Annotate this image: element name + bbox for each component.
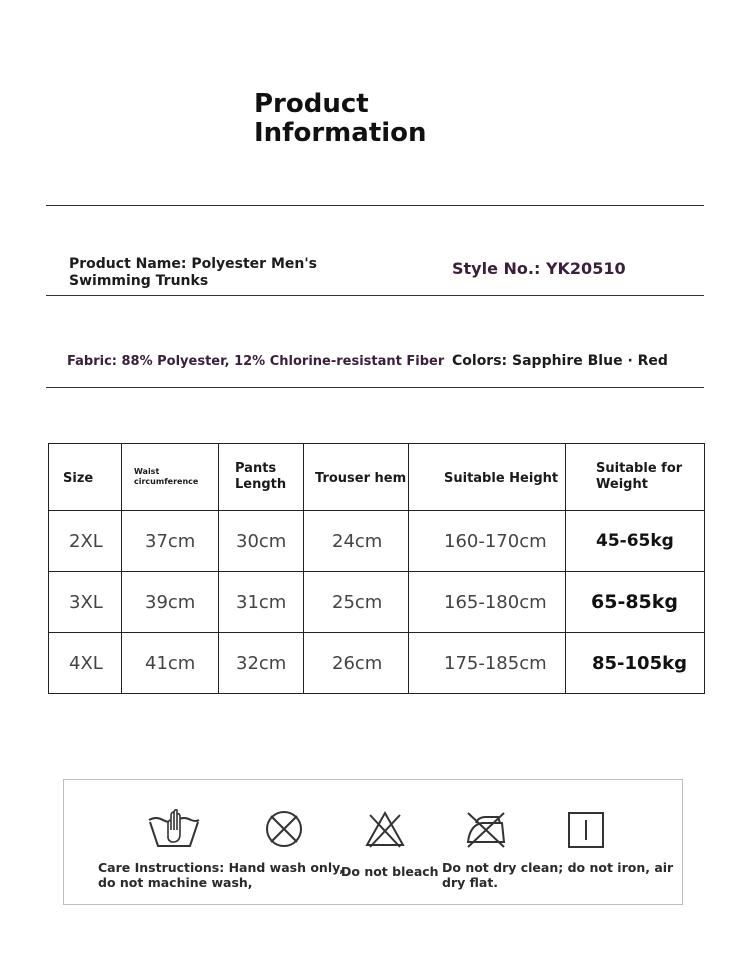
- header-pants-length: Pants Length: [219, 444, 304, 511]
- weight-cell: 45-65kg: [596, 531, 674, 551]
- waist-cell: 37cm: [145, 530, 196, 552]
- care-text-wash: Care Instructions: Hand wash only, do not machine wash,: [98, 860, 345, 890]
- product-name-line-2: Swimming Trunks: [69, 273, 209, 289]
- size-cell: 3XL: [69, 591, 103, 613]
- header-trouser-hem: Trouser hem: [304, 444, 409, 511]
- table-row: [49, 572, 705, 633]
- length-cell: 32cm: [236, 652, 287, 674]
- page-title: [254, 90, 427, 148]
- table-row: [49, 511, 705, 572]
- size-cell: 2XL: [69, 530, 103, 552]
- waist-cell: 41cm: [145, 652, 196, 674]
- do-not-machine-wash-icon: [264, 809, 304, 849]
- length-cell: 30cm: [236, 530, 287, 552]
- product-name: [69, 256, 317, 290]
- size-table: [48, 443, 705, 694]
- do-not-iron-icon: [462, 809, 510, 849]
- hem-cell: 26cm: [332, 652, 383, 674]
- fabric-info: Fabric: 88% Polyester, 12% Chlorine-resistant Fiber: [67, 354, 445, 369]
- title-line-2: Information: [254, 118, 427, 148]
- title-line-1: Product: [254, 89, 369, 119]
- weight-cell: 85-105kg: [592, 652, 687, 674]
- do-not-bleach-icon: [364, 809, 406, 849]
- divider-top: [46, 205, 704, 206]
- hem-cell: 25cm: [332, 591, 383, 613]
- header-size: Size: [49, 444, 122, 511]
- header-suitable-height: Suitable Height: [409, 444, 566, 511]
- height-cell: 165-180cm: [444, 591, 547, 613]
- height-cell: 175-185cm: [444, 652, 547, 674]
- care-instructions-box: [63, 779, 683, 905]
- care-text-dry: Do not dry clean; do not iron, air dry flat.: [442, 860, 674, 890]
- dry-flat-icon: [567, 811, 605, 849]
- weight-cell: 65-85kg: [591, 591, 679, 613]
- divider-middle: [46, 295, 704, 296]
- table-row: [49, 633, 705, 694]
- product-name-line-1: Product Name: Polyester Men's: [69, 256, 317, 272]
- divider-bottom: [46, 387, 704, 388]
- care-text-bleach: Do not bleach: [341, 864, 439, 879]
- colors-info: Colors: Sapphire Blue · Red: [452, 353, 668, 369]
- length-cell: 31cm: [236, 591, 287, 613]
- size-cell: 4XL: [69, 652, 103, 674]
- hand-wash-icon: [146, 804, 202, 850]
- table-header-row: [49, 444, 705, 511]
- header-suitable-weight: Suitable for Weight: [566, 444, 705, 511]
- waist-cell: 39cm: [145, 591, 196, 613]
- hem-cell: 24cm: [332, 530, 383, 552]
- header-waist: Waist circumference: [122, 444, 219, 511]
- height-cell: 160-170cm: [444, 530, 547, 552]
- style-number: Style No.: YK20510: [452, 259, 626, 278]
